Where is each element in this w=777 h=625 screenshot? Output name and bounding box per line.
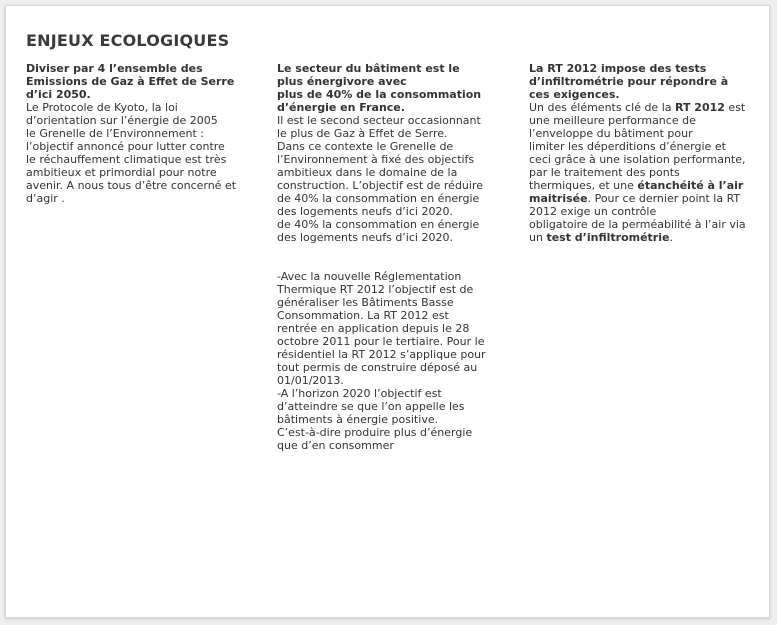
heading-line: d’énergie en France. <box>277 101 405 114</box>
column-body-rt2012 <box>277 270 503 452</box>
body-line: obligatoire de la perméabilité à l’air via <box>529 218 746 231</box>
body-line: de 40% la consommation en énergie <box>277 218 480 231</box>
column-building-sector <box>277 62 503 452</box>
body-line: tout permis de construire déposé au <box>277 361 478 374</box>
column-body <box>277 114 503 244</box>
body-line: rentrée en application depuis le 28 <box>277 322 470 335</box>
content-card <box>5 5 770 618</box>
body-line <box>529 179 755 192</box>
heading-line: ces exigences. <box>529 88 620 101</box>
column-heading <box>529 62 755 101</box>
emphasis-infiltrometry-test: test d’infiltrométrie <box>546 231 670 244</box>
paragraph-gap <box>277 244 503 270</box>
body-line: Dans ce contexte le Grenelle de <box>277 140 454 153</box>
body-line: 01/01/2013. <box>277 374 344 387</box>
body-line: l’Environnement à fixé des objectifs <box>277 153 475 166</box>
emphasis-airtightness: étanchéité à l’air <box>637 179 744 192</box>
body-line: -A l’horizon 2020 l’objectif est <box>277 387 442 400</box>
page-title: ENJEUX ECOLOGIQUES <box>26 31 230 50</box>
body-line: Il est le second secteur occasionnant <box>277 114 481 127</box>
text-run: . <box>669 231 673 244</box>
body-line: Consommation. La RT 2012 est <box>277 309 449 322</box>
emphasis-rt2012: RT 2012 <box>675 101 725 114</box>
text-run: est <box>724 101 746 114</box>
text-run: thermiques, et une <box>529 179 638 192</box>
heading-line: Le secteur du bâtiment est le <box>277 62 460 75</box>
body-line: construction. L’objectif est de réduire <box>277 179 484 192</box>
heading-line: La RT 2012 impose des tests <box>529 62 707 75</box>
body-line: ambitieux et primordial pour notre <box>26 166 217 179</box>
text-run: un <box>529 231 547 244</box>
body-line: Le Protocole de Kyoto, la loi <box>26 101 178 114</box>
emphasis-controlled: maitrisée <box>529 192 588 205</box>
body-line: d’agir . <box>26 192 65 205</box>
body-line: l’objectif annoncé pour lutter contre <box>26 140 225 153</box>
heading-line: Emissions de Gaz à Effet de Serre <box>26 75 235 88</box>
body-line: par le traitement des ponts <box>529 166 680 179</box>
body-line <box>529 101 755 114</box>
body-line: 2012 exige un contrôle <box>529 205 657 218</box>
text-run: . Pour ce dernier point la RT <box>587 192 741 205</box>
body-line: limiter les déperditions d’énergie et <box>529 140 726 153</box>
body-line: ambitieux dans le domaine de la <box>277 166 458 179</box>
body-line: C’est-à-dire produire plus d’énergie <box>277 426 473 439</box>
body-line: d’orientation sur l’énergie de 2005 <box>26 114 218 127</box>
body-line: -Avec la nouvelle Réglementation <box>277 270 462 283</box>
column-emissions <box>26 62 252 205</box>
heading-line: d’ici 2050. <box>26 88 91 101</box>
heading-line: Diviser par 4 l’ensemble des <box>26 62 203 75</box>
body-line: des logements neufs d’ici 2020. <box>277 231 453 244</box>
heading-line: d’infiltrométrie pour répondre à <box>529 75 729 88</box>
text-run: Un des éléments clé de la <box>529 101 675 114</box>
body-line: octobre 2011 pour le tertiaire. Pour le <box>277 335 485 348</box>
body-line: le réchauffement climatique est très <box>26 153 227 166</box>
body-line: ceci grâce à une isolation performante, <box>529 153 746 166</box>
column-body <box>26 101 252 205</box>
body-line: le plus de Gaz à Effet de Serre. <box>277 127 448 140</box>
body-line: d’atteindre se que l’on appelle les <box>277 400 465 413</box>
column-heading <box>26 62 252 101</box>
body-line: que d’en consommer <box>277 439 394 452</box>
body-line: l’enveloppe du bâtiment pour <box>529 127 693 140</box>
body-line: avenir. A nous tous d’être concerné et <box>26 179 237 192</box>
body-line: des logements neufs d’ici 2020. <box>277 205 453 218</box>
body-line: bâtiments à énergie positive. <box>277 413 439 426</box>
column-body <box>529 101 755 244</box>
heading-line: plus énergivore avec <box>277 75 407 88</box>
column-infiltrometry <box>529 62 755 244</box>
heading-line: plus de 40% de la consommation <box>277 88 482 101</box>
body-line: une meilleure performance de <box>529 114 696 127</box>
body-line <box>529 231 755 244</box>
body-line: le Grenelle de l’Environnement : <box>26 127 204 140</box>
body-line: généraliser les Bâtiments Basse <box>277 296 454 309</box>
body-line: résidentiel la RT 2012 s’applique pour <box>277 348 486 361</box>
body-line <box>529 192 755 205</box>
body-line: de 40% la consommation en énergie <box>277 192 480 205</box>
body-line: Thermique RT 2012 l’objectif est de <box>277 283 474 296</box>
column-heading <box>277 62 503 114</box>
